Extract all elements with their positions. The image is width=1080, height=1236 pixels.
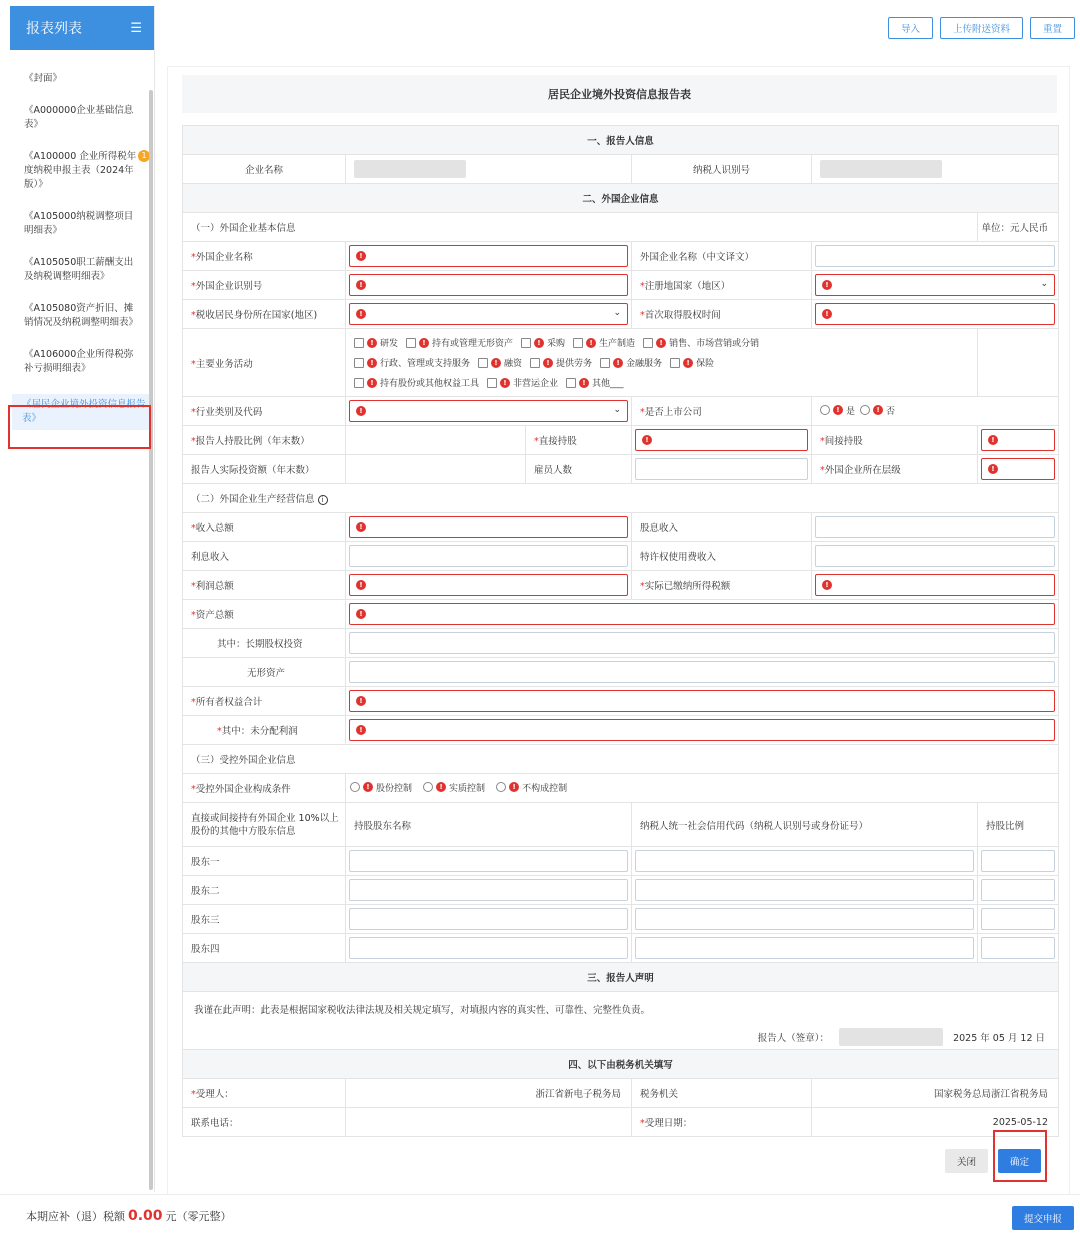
tax-office-value: 国家税务总局浙江省税务局 xyxy=(812,1079,1059,1108)
holder-3-name-input[interactable] xyxy=(349,908,628,930)
upload-attachment-button[interactable]: 上传附送资料 xyxy=(940,17,1023,39)
taxpayer-id-value xyxy=(820,160,942,178)
reg-country-select[interactable] xyxy=(815,274,1055,296)
sidebar-item-a000000[interactable]: 《A000000企业基础信息表》 xyxy=(24,105,134,130)
listed-no-radio[interactable]: ! 否 xyxy=(860,404,895,417)
assets-input[interactable] xyxy=(349,603,1055,625)
cfc-share-control-radio[interactable]: ! 股份控制 xyxy=(350,781,412,794)
accept-date-label: 受理日期： xyxy=(644,1118,693,1129)
tax-due-suffix: 元（零元整） xyxy=(165,1209,232,1223)
error-icon: ! xyxy=(356,725,366,735)
reset-button[interactable]: 重置 xyxy=(1030,17,1075,39)
cfc-no-control-radio[interactable]: ! 不构成控制 xyxy=(496,781,567,794)
chevron-down-icon: ⌄ xyxy=(613,308,621,318)
holder-3-label: 股东三 xyxy=(183,905,346,934)
holder-code-header: 纳税人统一社会信用代码（纳税人识别号或身份证号） xyxy=(632,803,978,847)
interest-input[interactable] xyxy=(349,545,628,567)
employees-input[interactable] xyxy=(635,458,808,480)
highlight-box-confirm xyxy=(993,1130,1047,1182)
declaration-text: 我谨在此声明：此表是根据国家税收法律法规及相关规定填写，对填报内容的真实性、可靠性、完整性负责。 xyxy=(194,1004,651,1016)
phone-label: 联系电话： xyxy=(183,1108,346,1137)
biz-option-manufacture[interactable]: ! 生产制造 xyxy=(573,336,635,349)
tax-office-label: 税务机关 xyxy=(632,1079,812,1108)
acceptor-value: 浙江省新电子税务局 xyxy=(346,1079,632,1108)
close-button[interactable]: 关闭 xyxy=(945,1149,988,1173)
biz-option-equity-holding[interactable]: ! 持有股份或其他权益工具 xyxy=(354,376,479,389)
submit-button[interactable]: 提交申报 xyxy=(1012,1206,1074,1230)
first-equity-time-input[interactable] xyxy=(815,303,1055,325)
employees-label: 雇员人数 xyxy=(526,455,632,484)
tax-paid-input[interactable] xyxy=(815,574,1055,596)
holder-ratio-header: 持股比例 xyxy=(978,803,1059,847)
biz-option-other[interactable]: ! 其他___ xyxy=(566,376,624,389)
tax-due-label: 本期应补（退）税额 xyxy=(26,1209,125,1223)
chevron-down-icon: ⌄ xyxy=(1040,279,1049,289)
highlight-box-sidebar xyxy=(8,405,151,449)
main-business-label: 主要业务活动 xyxy=(195,358,253,370)
reg-country-label: 注册地国家（地区） xyxy=(644,281,731,292)
holders-desc-label: 直接或间接持有外国企业 10%以上股份的其他中方股东信息 xyxy=(183,803,346,847)
unit-label: 单位：元人民币 xyxy=(978,213,1059,242)
intangible-label: 无形资产 xyxy=(183,658,346,687)
toolbar xyxy=(888,17,1075,39)
holder-4-code-input[interactable] xyxy=(635,937,974,959)
tax-paid-label: 实际已缴纳所得税额 xyxy=(644,581,731,592)
signer-label: 报告人（签章）： xyxy=(757,1032,830,1044)
holder-3-code-input[interactable] xyxy=(635,908,974,930)
confirm-button[interactable]: 确定 xyxy=(998,1149,1041,1173)
biz-option-financing[interactable]: ! 融资 xyxy=(478,356,522,369)
biz-option-intangible[interactable]: ! 持有或管理无形资产 xyxy=(406,336,513,349)
chevron-down-icon: ⌄ xyxy=(613,405,621,415)
sidebar-item-a106000[interactable]: 《A106000企业所得税弥补亏损明细表》 xyxy=(24,349,134,374)
foreign-name-input[interactable] xyxy=(349,245,628,267)
dividend-label: 股息收入 xyxy=(632,513,812,542)
sign-date: 2025 年 05 月 12 日 xyxy=(953,1032,1046,1044)
biz-option-admin[interactable]: ! 行政、管理或支持服务 xyxy=(354,356,470,369)
holder-2-code-input[interactable] xyxy=(635,879,974,901)
company-name-label: 企业名称 xyxy=(183,155,346,184)
cfc-cond-label: 受控外国企业构成条件 xyxy=(195,784,291,795)
biz-option-finance-service[interactable]: ! 金融服务 xyxy=(600,356,662,369)
profit-label: 利润总额 xyxy=(195,581,234,592)
error-icon: ! xyxy=(356,280,366,290)
holder-1-ratio-input[interactable] xyxy=(981,850,1055,872)
profit-input[interactable] xyxy=(349,574,628,596)
error-icon: ! xyxy=(356,251,366,261)
tax-due-amount: 0.00 xyxy=(128,1207,163,1224)
sidebar-header xyxy=(10,6,154,50)
biz-option-labor[interactable]: ! 提供劳务 xyxy=(530,356,592,369)
subsection-operations: （二）外国企业生产经营信息 xyxy=(191,494,315,505)
biz-option-non-operating[interactable]: ! 非营运企业 xyxy=(487,376,558,389)
industry-select[interactable] xyxy=(349,400,628,422)
tax-resident-select[interactable] xyxy=(349,303,628,325)
holder-1-name-input[interactable] xyxy=(349,850,628,872)
error-icon: ! xyxy=(822,309,832,319)
holder-name-header: 持股股东名称 xyxy=(346,803,632,847)
first-equity-time-label: 首次取得股权时间 xyxy=(644,310,721,321)
biz-option-insurance[interactable]: ! 保险 xyxy=(670,356,714,369)
lt-equity-label: 其中：长期股权投资 xyxy=(183,629,346,658)
form-title: 居民企业境外投资信息报告表 xyxy=(182,75,1057,113)
error-icon: ! xyxy=(356,609,366,619)
sidebar-item-a105000[interactable]: 《A105000纳税调整项目明细表》 xyxy=(24,211,134,236)
holder-2-ratio-input[interactable] xyxy=(981,879,1055,901)
tax-resident-label: 税收居民身份所在国家(地区) xyxy=(195,310,318,321)
error-icon: ! xyxy=(356,696,366,706)
foreign-name-cn-input[interactable] xyxy=(815,245,1055,267)
holder-1-code-input[interactable] xyxy=(635,850,974,872)
indirect-label: 间接持股 xyxy=(824,436,863,447)
share-ratio-label: 报告人持股比例（年末数） xyxy=(195,436,310,447)
holder-2-label: 股东二 xyxy=(183,876,346,905)
indirect-input[interactable] xyxy=(981,429,1055,451)
sidebar xyxy=(10,6,155,1192)
subsection-cfc: （三）受控外国企业信息 xyxy=(183,745,1059,774)
cfc-substantial-control-radio[interactable]: ! 实质控制 xyxy=(423,781,485,794)
direct-label: 直接持股 xyxy=(538,436,577,447)
import-button[interactable]: 导入 xyxy=(888,17,933,39)
revenue-label: 收入总额 xyxy=(195,523,234,534)
holder-2-name-input[interactable] xyxy=(349,879,628,901)
sidebar-item-a105080[interactable]: 《A105080资产折旧、摊销情况及纳税调整明细表》 xyxy=(24,303,139,328)
error-icon: ! xyxy=(356,309,366,319)
direct-input[interactable] xyxy=(635,429,808,451)
holder-4-label: 股东四 xyxy=(183,934,346,963)
owner-equity-input[interactable] xyxy=(349,690,1055,712)
error-icon: ! xyxy=(356,580,366,590)
listed-yes-radio[interactable]: ! 是 xyxy=(820,404,855,417)
warning-badge: 1 xyxy=(138,150,150,162)
assets-label: 资产总额 xyxy=(195,610,234,621)
section-reporter: 一、报告人信息 xyxy=(183,126,1059,155)
intangible-input[interactable] xyxy=(349,661,1055,683)
level-input[interactable] xyxy=(981,458,1055,480)
biz-option-purchase[interactable]: ! 采购 xyxy=(521,336,565,349)
level-label: 外国企业所在层级 xyxy=(824,465,901,476)
lt-equity-input[interactable] xyxy=(349,632,1055,654)
foreign-id-input[interactable] xyxy=(349,274,628,296)
info-icon[interactable]: i xyxy=(318,495,328,505)
error-icon: ! xyxy=(988,435,998,445)
sidebar-item-a100000[interactable]: 《A100000 企业所得税年度纳税申报主表（2024年版）》 1 xyxy=(24,150,146,192)
error-icon: ! xyxy=(988,464,998,474)
foreign-id-label: 外国企业识别号 xyxy=(195,281,263,292)
subsection-basic: （一）外国企业基本信息 xyxy=(183,213,978,242)
error-icon: ! xyxy=(642,435,652,445)
company-name-value xyxy=(354,160,466,178)
sidebar-item-overseas-invest[interactable]: 《居民企业境外投资信息报告表》 xyxy=(12,394,152,430)
acceptor-label: 受理人： xyxy=(195,1089,234,1100)
section-declaration: 三、报告人声明 xyxy=(183,963,1059,992)
holder-4-name-input[interactable] xyxy=(349,937,628,959)
sidebar-item-a105050[interactable]: 《A105050职工薪酬支出及纳税调整明细表》 xyxy=(24,257,134,282)
biz-option-rd[interactable]: ! 研发 xyxy=(354,336,398,349)
foreign-name-label: 外国企业名称 xyxy=(195,252,253,263)
holder-3-ratio-input[interactable] xyxy=(981,908,1055,930)
footer-bar xyxy=(0,1194,1080,1236)
foreign-name-cn-label: 外国企业名称（中文译文） xyxy=(632,242,812,271)
sidebar-scrollbar[interactable] xyxy=(149,90,153,1190)
taxpayer-id-label: 纳税人识别号 xyxy=(632,155,812,184)
revenue-input[interactable] xyxy=(349,516,628,538)
royalty-label: 特许权使用费收入 xyxy=(632,542,812,571)
section-tax-office: 四、以下由税务机关填写 xyxy=(183,1050,1059,1079)
sidebar-item-cover[interactable]: 《封面》 xyxy=(24,73,63,84)
biz-option-sales[interactable]: ! 销售、市场营销或分销 xyxy=(643,336,759,349)
listed-label: 是否上市公司 xyxy=(644,407,702,418)
error-icon: ! xyxy=(356,406,366,416)
undistributed-input[interactable] xyxy=(349,719,1055,741)
section-foreign: 二、外国企业信息 xyxy=(183,184,1059,213)
report-table: 一、报告人信息 企业名称 纳税人识别号 二、外国企业信息 （一）外国企业基本信息 单位：元人民币 *外国企业名称 ! 外国企业名称（中文译文） *外国企业识别号 ! *注册地国家（地区） ! ⌄ *税收居民身份所在国家(地区) ! ⌄ *首次取得股权时间 ! *主要业务活动 ! 研发 ! 持有或管理无形资产 ! 采购 ! 生产制造 ! 销售、市场营销或分销 ! 行政、管理或支持服务 ! 融资 ! 提供劳务 ! 金融服务 ! 保险 ! 持有股份或其他权益工具 ! 非营运企业 ! 其他___ *行业类别及代码 ! ⌄ *是否上市公司 ! 是 ! 否 *报告人持股比例（年末数） *直接持股 ! *间接持股 ! 报告人实际投资额（年末数） 雇员人数 *外国企业所在层级 ! （二）外国企业生产经营信息 i *收入总额 ! 股息收入 利息收入 特许权使用费收入 *利润总额 ! *实际已缴纳所得税额 ! *资产总额 ! 其中：长期股权投资 无形资产 *所有者权益合计 ! *其中：未分配利润 ! （三）受控外国企业信息 *受控外国企业构成条件 ! 股份控制 ! 实质控制 ! 不构成控制 直接或间接持有外国企业 10%以上股份的其他中方股东信息 持股股东名称 纳税人统一社会信用代码（纳税人识别号或身份证号） 持股比例 股东一 股东二 股东三 股东四 三、报告人声明 我谨在此声明：此表是根据国家税收法律法规及相关规定填写，对填报内容的真实性、可靠性、完整性负责。 报告人（签章）： 2025 年 05 月 12 日 四、以下由税务机关填写 *受理人： 浙江省新电子税务局 税务机关 国家税务总局浙江省税务局 联系电话： *受理日期： 2025-05-12 xyxy=(182,125,1059,1137)
menu-collapse-icon[interactable]: ☰ xyxy=(130,20,142,36)
form-panel xyxy=(167,66,1070,1196)
industry-label: 行业类别及代码 xyxy=(195,407,263,418)
signer-value xyxy=(839,1028,943,1046)
royalty-input[interactable] xyxy=(815,545,1055,567)
holder-4-ratio-input[interactable] xyxy=(981,937,1055,959)
holder-1-label: 股东一 xyxy=(183,847,346,876)
owner-equity-label: 所有者权益合计 xyxy=(195,697,263,708)
sidebar-title: 报表列表 xyxy=(26,21,82,37)
accept-date-value: 2025-05-12 xyxy=(812,1108,1059,1137)
undistributed-label: 其中：未分配利润 xyxy=(221,726,298,737)
error-icon: ! xyxy=(356,522,366,532)
interest-label: 利息收入 xyxy=(183,542,346,571)
actual-invest-label: 报告人实际投资额（年末数） xyxy=(183,455,346,484)
error-icon: ! xyxy=(822,580,832,590)
error-icon: ! xyxy=(822,280,832,290)
dividend-input[interactable] xyxy=(815,516,1055,538)
